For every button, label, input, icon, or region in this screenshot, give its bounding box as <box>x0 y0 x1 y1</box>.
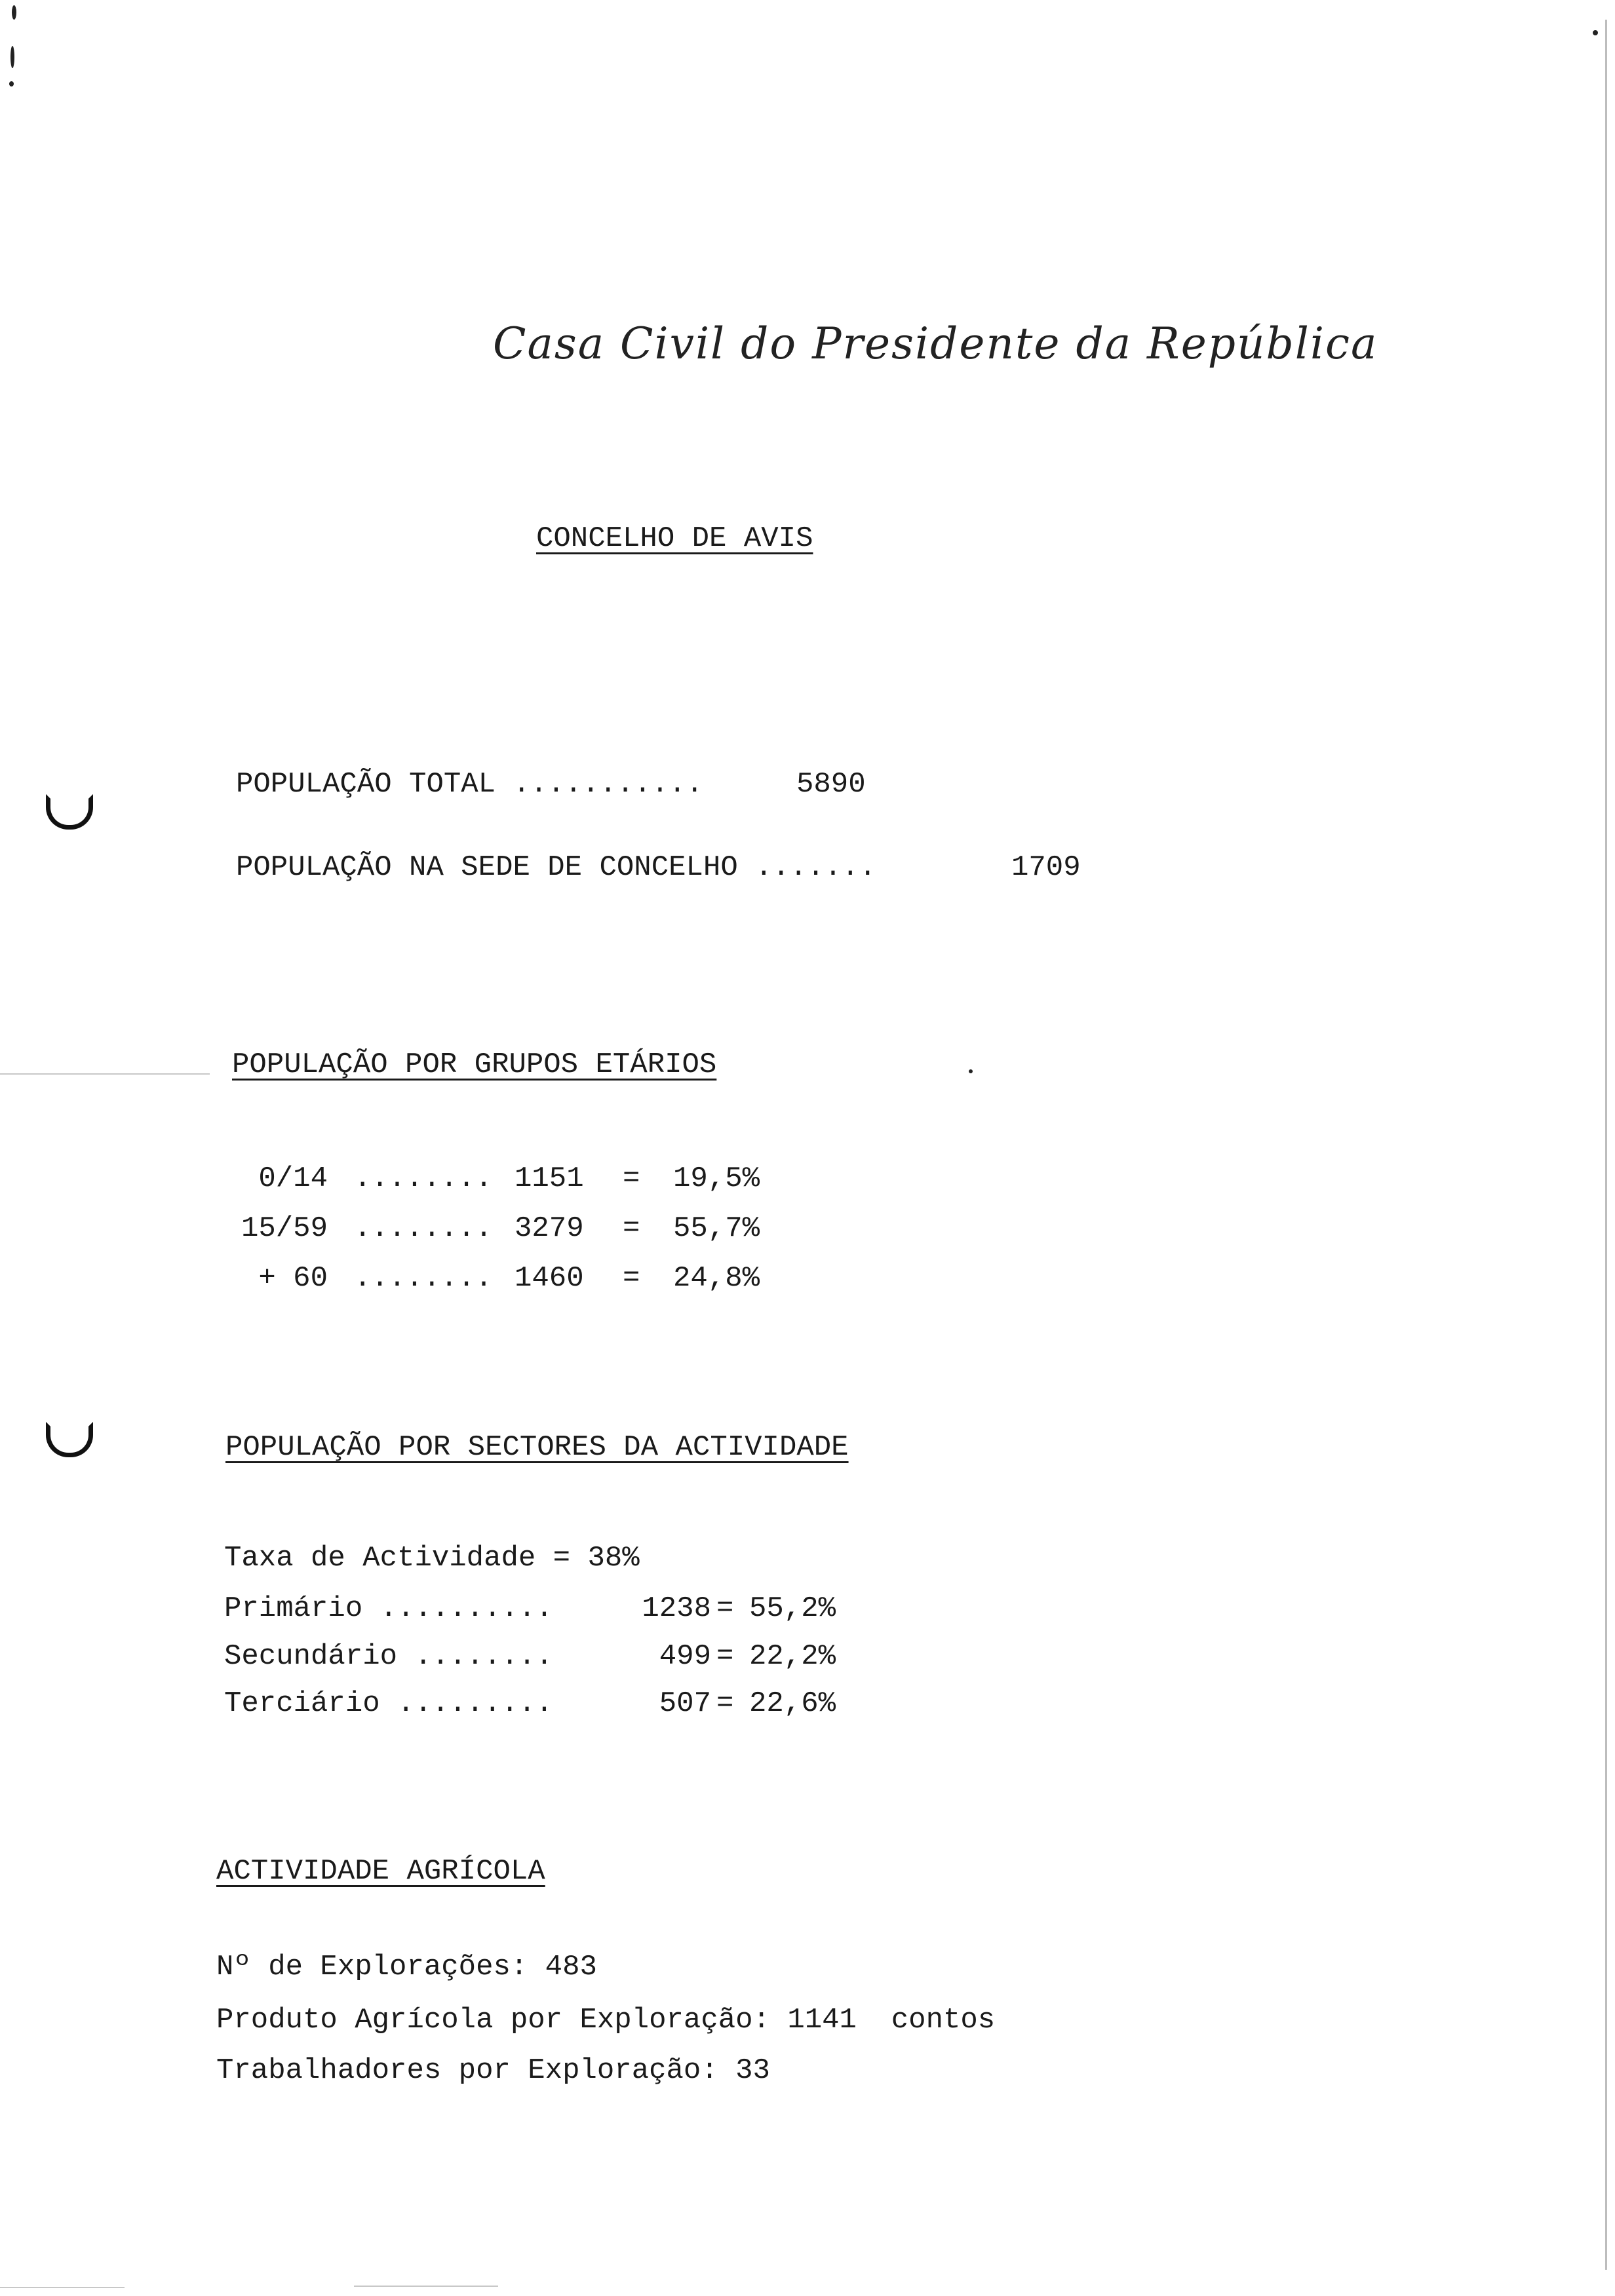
dot-leader: ........ <box>354 1212 493 1245</box>
equals-sign: = <box>623 1212 640 1245</box>
sector-value: 507 <box>659 1687 711 1720</box>
punch-hole-mark <box>46 794 93 830</box>
equals-sign: = <box>716 1687 734 1720</box>
sector-value: 499 <box>659 1640 711 1673</box>
age-group-label: 0/14 <box>258 1162 328 1195</box>
sectors-heading: POPULAÇÃO POR SECTORES DA ACTIVIDADE <box>225 1431 849 1464</box>
sector-label: Primário .......... <box>224 1592 553 1625</box>
sector-percent: 55,2% <box>749 1592 836 1625</box>
scan-edge-line <box>1605 20 1607 2270</box>
age-group-percent: 55,7% <box>673 1212 760 1245</box>
population-total-label: POPULAÇÃO TOTAL ........... <box>236 768 703 801</box>
scan-speck <box>1593 30 1598 35</box>
agriculture-heading: ACTIVIDADE AGRÍCOLA <box>216 1855 545 1888</box>
agriculture-line: Nº de Explorações: 483 <box>216 1951 597 1983</box>
population-seat-label: POPULAÇÃO NA SEDE DE CONCELHO ....... <box>236 851 876 884</box>
letterhead: Casa Civil do Presidente da República <box>493 318 1378 369</box>
age-group-value: 1151 <box>515 1162 584 1195</box>
age-group-value: 1460 <box>515 1262 584 1295</box>
scan-artifact-line <box>354 2286 498 2287</box>
age-groups-heading: POPULAÇÃO POR GRUPOS ETÁRIOS <box>232 1048 717 1081</box>
equals-sign: = <box>623 1262 640 1295</box>
sector-value: 1238 <box>642 1592 711 1625</box>
page-title: CONCELHO DE AVIS <box>536 522 813 555</box>
scan-artifact-line <box>0 2287 125 2288</box>
equals-sign: = <box>716 1592 734 1625</box>
age-group-percent: 19,5% <box>673 1162 760 1195</box>
scan-artifact-line <box>0 1073 210 1075</box>
agriculture-line: Trabalhadores por Exploração: 33 <box>216 2054 770 2087</box>
age-group-label: + 60 <box>258 1262 328 1295</box>
scan-speck <box>969 1069 973 1073</box>
age-group-percent: 24,8% <box>673 1262 760 1295</box>
scan-speck <box>10 46 14 68</box>
punch-hole-mark <box>46 1422 93 1457</box>
age-group-value: 3279 <box>515 1212 584 1245</box>
sector-percent: 22,2% <box>749 1640 836 1673</box>
equals-sign: = <box>716 1640 734 1673</box>
activity-rate: Taxa de Actividade = 38% <box>224 1542 640 1575</box>
scan-speck <box>9 81 14 86</box>
dot-leader: ........ <box>354 1262 493 1295</box>
population-seat-value: 1709 <box>1011 851 1081 884</box>
agriculture-line: Produto Agrícola por Exploração: 1141 contos <box>216 2004 996 2037</box>
sector-label: Secundário ........ <box>224 1640 553 1673</box>
sector-label: Terciário ......... <box>224 1687 553 1720</box>
dot-leader: ........ <box>354 1162 493 1195</box>
equals-sign: = <box>623 1162 640 1195</box>
sector-percent: 22,6% <box>749 1687 836 1720</box>
age-group-label: 15/59 <box>241 1212 328 1245</box>
population-total-value: 5890 <box>796 768 866 801</box>
scan-speck <box>12 5 16 20</box>
